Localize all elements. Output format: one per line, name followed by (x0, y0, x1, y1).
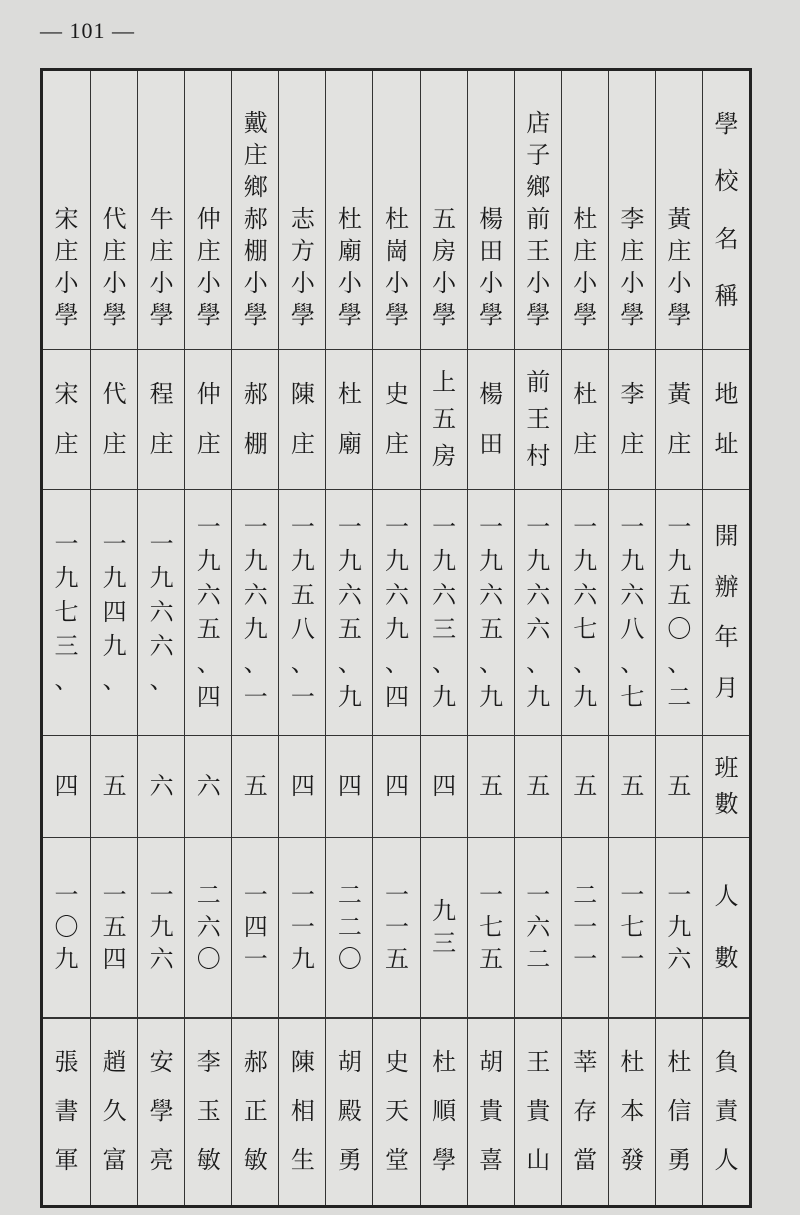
cell-classes: 五 (243, 772, 268, 800)
cell-students: 九 三 (432, 897, 457, 957)
table-divider (43, 489, 749, 490)
cell-classes: 四 (384, 772, 409, 800)
cell-name: 志 方 小 學 (290, 205, 315, 329)
cell-founded: 一 九 四 九 、 (102, 530, 127, 694)
cell-name: 李 庄 小 學 (620, 205, 645, 329)
cell-address: 杜 庄 (573, 380, 598, 458)
table-divider (43, 1017, 749, 1019)
cell-classes: 五 (526, 772, 551, 800)
cell-founded: 一 九 六 六 、 (149, 530, 174, 694)
cell-principal: 史 天 堂 (384, 1048, 409, 1174)
cell-classes: 四 (290, 772, 315, 800)
cell-name: 五 房 小 學 (432, 205, 457, 329)
cell-founded: 一 九 六 三 、 九 (432, 513, 457, 711)
cell-principal: 莘 存 當 (573, 1048, 598, 1174)
school-column (278, 71, 326, 1205)
cell-principal: 王 貴 山 (526, 1048, 551, 1174)
cell-principal: 安 學 亮 (149, 1048, 174, 1174)
cell-founded: 一 九 六 九 、 四 (384, 513, 409, 711)
cell-students: 一 七 一 (620, 881, 645, 973)
cell-address: 宋 庄 (54, 380, 79, 458)
cell-classes: 五 (620, 772, 645, 800)
header-principal: 負 責 人 (714, 1048, 739, 1174)
cell-founded: 一 九 五 〇 、 二 (667, 513, 692, 711)
cell-classes: 五 (573, 772, 598, 800)
school-column (184, 71, 232, 1205)
cell-classes: 五 (667, 772, 692, 800)
cell-address: 前 王 村 (526, 368, 551, 470)
cell-students: 一 七 五 (479, 881, 504, 973)
cell-principal: 張 書 軍 (54, 1048, 79, 1174)
cell-founded: 一 九 五 八 、 一 (290, 513, 315, 711)
cell-students: 一 六 二 (526, 881, 551, 973)
table-divider (43, 837, 749, 838)
header-founded: 開 辦 年 月 (714, 521, 739, 703)
cell-students: 一 五 四 (102, 881, 127, 973)
cell-founded: 一 九 六 六 、 九 (526, 513, 551, 711)
school-column (372, 71, 420, 1205)
cell-founded: 一 九 六 八 、 七 (620, 513, 645, 711)
cell-students: 一 一 九 (290, 881, 315, 973)
cell-address: 史 庄 (384, 380, 409, 458)
cell-principal: 杜 信 勇 (667, 1048, 692, 1174)
cell-name: 戴 庄 鄉 郝 棚 小 學 (243, 109, 268, 329)
cell-principal: 陳 相 生 (290, 1048, 315, 1174)
cell-name: 仲 庄 小 學 (196, 205, 221, 329)
cell-name: 店 子 鄉 前 王 小 學 (526, 109, 551, 329)
cell-name: 杜 庄 小 學 (573, 205, 598, 329)
cell-name: 宋 庄 小 學 (54, 205, 79, 329)
cell-founded: 一 九 六 七 、 九 (573, 513, 598, 711)
cell-address: 黃 庄 (667, 380, 692, 458)
cell-students: 二 六 〇 (196, 881, 221, 973)
school-column (90, 71, 138, 1205)
cell-students: 二 一 一 (573, 881, 598, 973)
cell-students: 一 九 六 (667, 881, 692, 973)
header-classes: 班 數 (714, 753, 739, 819)
header-address: 地 址 (714, 380, 739, 458)
cell-principal: 杜 順 學 (432, 1048, 457, 1174)
cell-classes: 六 (149, 772, 174, 800)
cell-address: 代 庄 (102, 380, 127, 458)
cell-students: 一 四 一 (243, 881, 268, 973)
cell-address: 程 庄 (149, 380, 174, 458)
cell-address: 杜 廟 (337, 380, 362, 458)
cell-classes: 五 (102, 772, 127, 800)
cell-classes: 四 (54, 772, 79, 800)
school-column (561, 71, 609, 1205)
cell-address: 上 五 房 (432, 368, 457, 470)
cell-name: 黃 庄 小 學 (667, 205, 692, 329)
cell-address: 郝 棚 (243, 380, 268, 458)
cell-classes: 四 (432, 772, 457, 800)
cell-name: 楊 田 小 學 (479, 205, 504, 329)
header-column (702, 71, 750, 1205)
cell-founded: 一 九 六 五 、 九 (337, 513, 362, 711)
school-column (655, 71, 703, 1205)
cell-founded: 一 九 六 九 、 一 (243, 513, 268, 711)
school-column (467, 71, 515, 1205)
table-divider (43, 349, 749, 350)
header-name: 學 校 名 稱 (714, 110, 739, 310)
cell-classes: 五 (479, 772, 504, 800)
cell-students: 二 二 〇 (337, 881, 362, 973)
cell-principal: 李 玉 敏 (196, 1048, 221, 1174)
school-column (137, 71, 185, 1205)
school-column (608, 71, 656, 1205)
cell-founded: 一 九 六 五 、 四 (196, 513, 221, 711)
cell-address: 楊 田 (479, 380, 504, 458)
cell-founded: 一 九 六 五 、 九 (479, 513, 504, 711)
cell-name: 牛 庄 小 學 (149, 205, 174, 329)
cell-address: 陳 庄 (290, 380, 315, 458)
cell-name: 代 庄 小 學 (102, 205, 127, 329)
cell-students: 一 〇 九 (54, 881, 79, 973)
page-number: — 101 — (40, 18, 135, 43)
cell-principal: 郝 正 敏 (243, 1048, 268, 1174)
school-column (420, 71, 468, 1205)
cell-principal: 胡 殿 勇 (337, 1048, 362, 1174)
cell-address: 仲 庄 (196, 380, 221, 458)
cell-students: 一 一 五 (384, 881, 409, 973)
table-divider (43, 735, 749, 736)
school-column (325, 71, 373, 1205)
cell-name: 杜 廟 小 學 (337, 205, 362, 329)
cell-founded: 一 九 七 三 、 (54, 530, 79, 694)
cell-address: 李 庄 (620, 380, 645, 458)
school-table (40, 68, 752, 1208)
school-column (43, 71, 90, 1205)
cell-principal: 胡 貴 喜 (479, 1048, 504, 1174)
cell-principal: 杜 本 發 (620, 1048, 645, 1174)
cell-classes: 四 (337, 772, 362, 800)
school-column (514, 71, 562, 1205)
cell-classes: 六 (196, 772, 221, 800)
cell-principal: 趙 久 富 (102, 1048, 127, 1174)
school-column (231, 71, 279, 1205)
header-students: 人 數 (714, 881, 739, 973)
cell-name: 杜 崗 小 學 (384, 205, 409, 329)
cell-students: 一 九 六 (149, 881, 174, 973)
